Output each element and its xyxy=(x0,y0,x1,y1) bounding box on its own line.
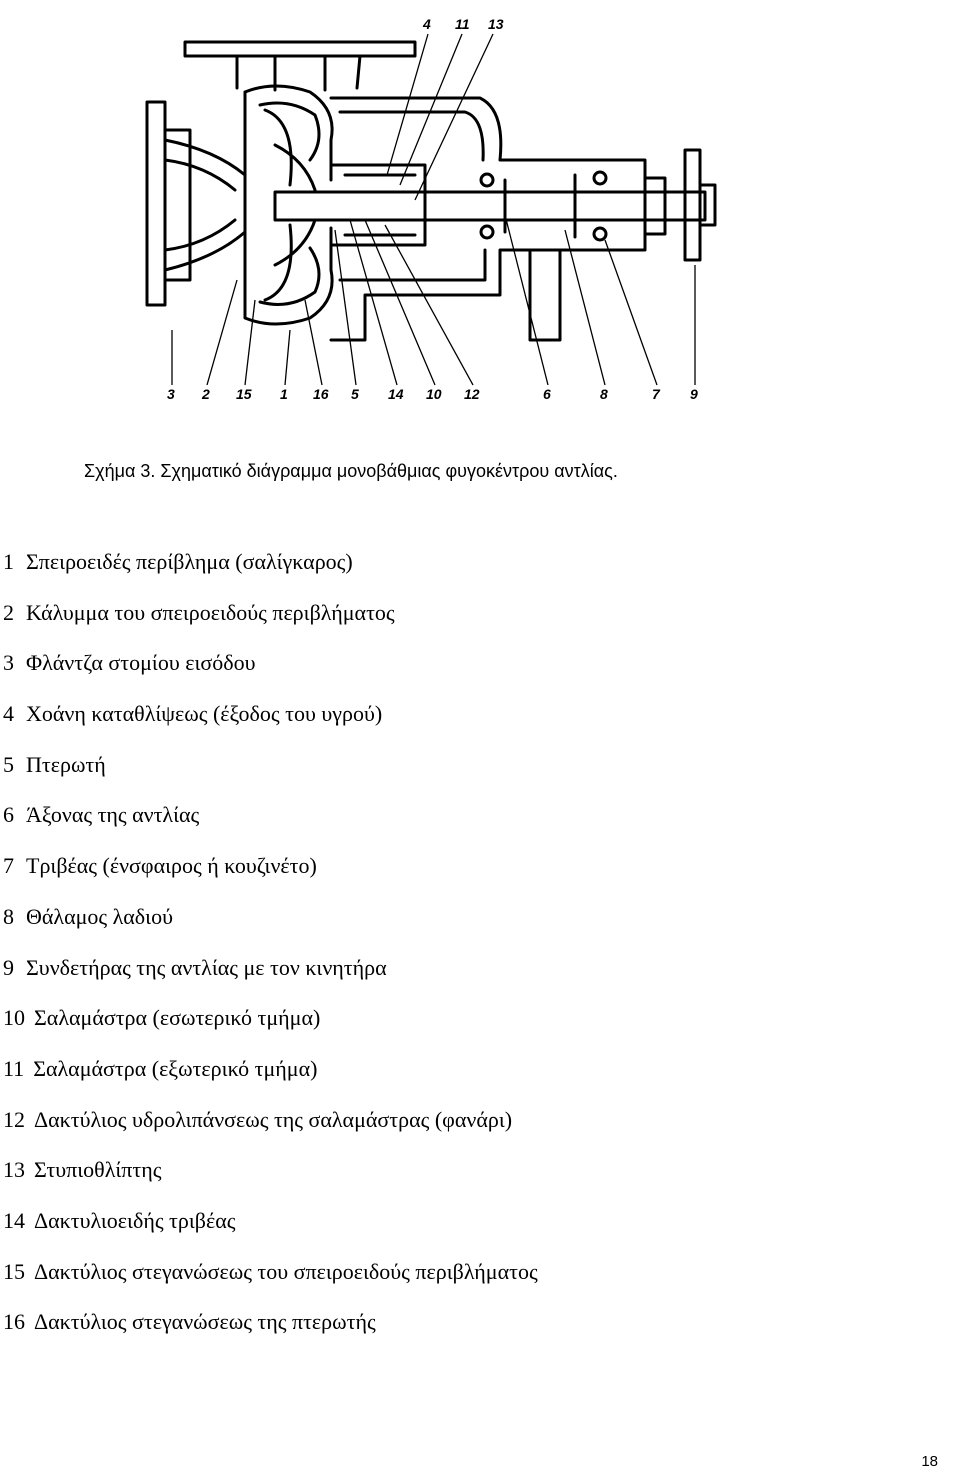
callout-label: 10 xyxy=(426,386,442,402)
inlet-flange xyxy=(147,102,165,305)
legend-item xyxy=(3,751,538,802)
callout-label: 12 xyxy=(464,386,480,402)
legend-text: Θάλαμος λαδιού xyxy=(26,903,173,929)
legend-text: Σαλαμάστρα (εσωτερικό τμήμα) xyxy=(34,1005,321,1031)
legend-text: Συνδετήρας της αντλίας με τον κινητήρα xyxy=(26,954,387,980)
legend-item xyxy=(3,1156,538,1207)
legend-number: 1 xyxy=(3,549,14,574)
legend-item xyxy=(3,599,538,650)
legend-item xyxy=(3,1106,538,1157)
legend-item xyxy=(3,1207,538,1258)
legend-item xyxy=(3,852,538,903)
discharge-nozzle xyxy=(237,56,360,90)
legend-number: 2 xyxy=(3,599,14,625)
pump-cross-section-figure xyxy=(125,0,735,440)
legend-text: Δακτύλιος στεγανώσεως της πτερωτής xyxy=(34,1309,376,1335)
legend-item xyxy=(3,954,538,1005)
legend-item xyxy=(3,548,538,599)
legend-number: 14 xyxy=(3,1207,25,1233)
legend-number: 7 xyxy=(3,853,14,879)
callout-label: 13 xyxy=(488,16,504,32)
legend-item xyxy=(3,649,538,700)
legend-number: 12 xyxy=(3,1106,25,1132)
pump-shaft xyxy=(275,192,705,220)
parts-legend xyxy=(3,548,538,1359)
stuffing-box xyxy=(331,165,425,245)
pump-drawing xyxy=(125,0,735,440)
callout-label: 15 xyxy=(236,386,252,402)
legend-item xyxy=(3,801,538,852)
legend-text: Φλάντζα στομίου εισόδου xyxy=(26,650,256,676)
legend-number: 15 xyxy=(3,1258,25,1284)
legend-item xyxy=(3,1055,538,1106)
callout-label: 6 xyxy=(543,386,551,402)
callout-label: 3 xyxy=(167,386,175,402)
legend-item xyxy=(3,1308,538,1359)
callout-label: 1 xyxy=(280,386,288,402)
legend-text: Χοάνη καταθλίψεως (έξοδος του υγρού) xyxy=(26,701,383,727)
legend-number: 6 xyxy=(3,802,14,828)
callout-label: 4 xyxy=(423,16,431,32)
callout-label: 5 xyxy=(351,386,359,402)
callout-label: 11 xyxy=(455,16,470,32)
discharge-flange xyxy=(185,42,415,56)
legend-text: Άξονας της αντλίας xyxy=(26,802,200,828)
legend-text: Πτερωτή xyxy=(26,751,106,777)
legend-number: 4 xyxy=(3,701,14,727)
coupling-flange xyxy=(685,150,700,260)
legend-text: Κάλυμμα του σπειροειδούς περιβλήματος xyxy=(26,599,395,625)
impeller xyxy=(265,110,315,300)
callout-label: 9 xyxy=(690,386,698,402)
legend-text: Δακτυλιοειδής τριβέας xyxy=(34,1207,236,1233)
callout-label: 14 xyxy=(388,386,404,402)
legend-text: Τριβέας (ένσφαιρος ή κουζινέτο) xyxy=(26,853,317,879)
callout-label: 16 xyxy=(313,386,329,402)
legend-item xyxy=(3,1258,538,1309)
callout-label: 2 xyxy=(202,386,210,402)
volute-casing xyxy=(245,86,332,324)
legend-text: Σπειροειδές περίβλημα (σαλίγκαρος) xyxy=(26,549,353,574)
legend-text: Σαλαμάστρα (εξωτερικό τμήμα) xyxy=(33,1055,318,1081)
legend-number: 9 xyxy=(3,954,14,980)
legend-number: 13 xyxy=(3,1157,25,1183)
legend-number: 5 xyxy=(3,751,14,777)
legend-number: 8 xyxy=(3,903,14,929)
legend-text: Δακτύλιος υδρολιπάνσεως της σαλαμάστρας (φανάρι) xyxy=(34,1106,513,1132)
legend-number: 10 xyxy=(3,1005,25,1031)
callout-label: 7 xyxy=(652,386,660,402)
legend-item xyxy=(3,700,538,751)
legend-item xyxy=(3,903,538,954)
page-number: 18 xyxy=(921,1453,938,1470)
legend-text: Στυπιοθλίπτης xyxy=(34,1157,162,1183)
legend-number: 11 xyxy=(3,1055,25,1081)
legend-item xyxy=(3,1004,538,1055)
callout-label: 8 xyxy=(600,386,608,402)
legend-number: 3 xyxy=(3,650,14,676)
legend-number: 16 xyxy=(3,1309,25,1335)
legend-text: Δακτύλιος στεγανώσεως του σπειροειδούς περιβλήματος xyxy=(34,1258,538,1284)
coupling xyxy=(645,178,665,234)
figure-caption: Σχήμα 3. Σχηματικό διάγραμμα μονοβάθμιας φυγοκέντρου αντλίας. xyxy=(84,461,618,481)
